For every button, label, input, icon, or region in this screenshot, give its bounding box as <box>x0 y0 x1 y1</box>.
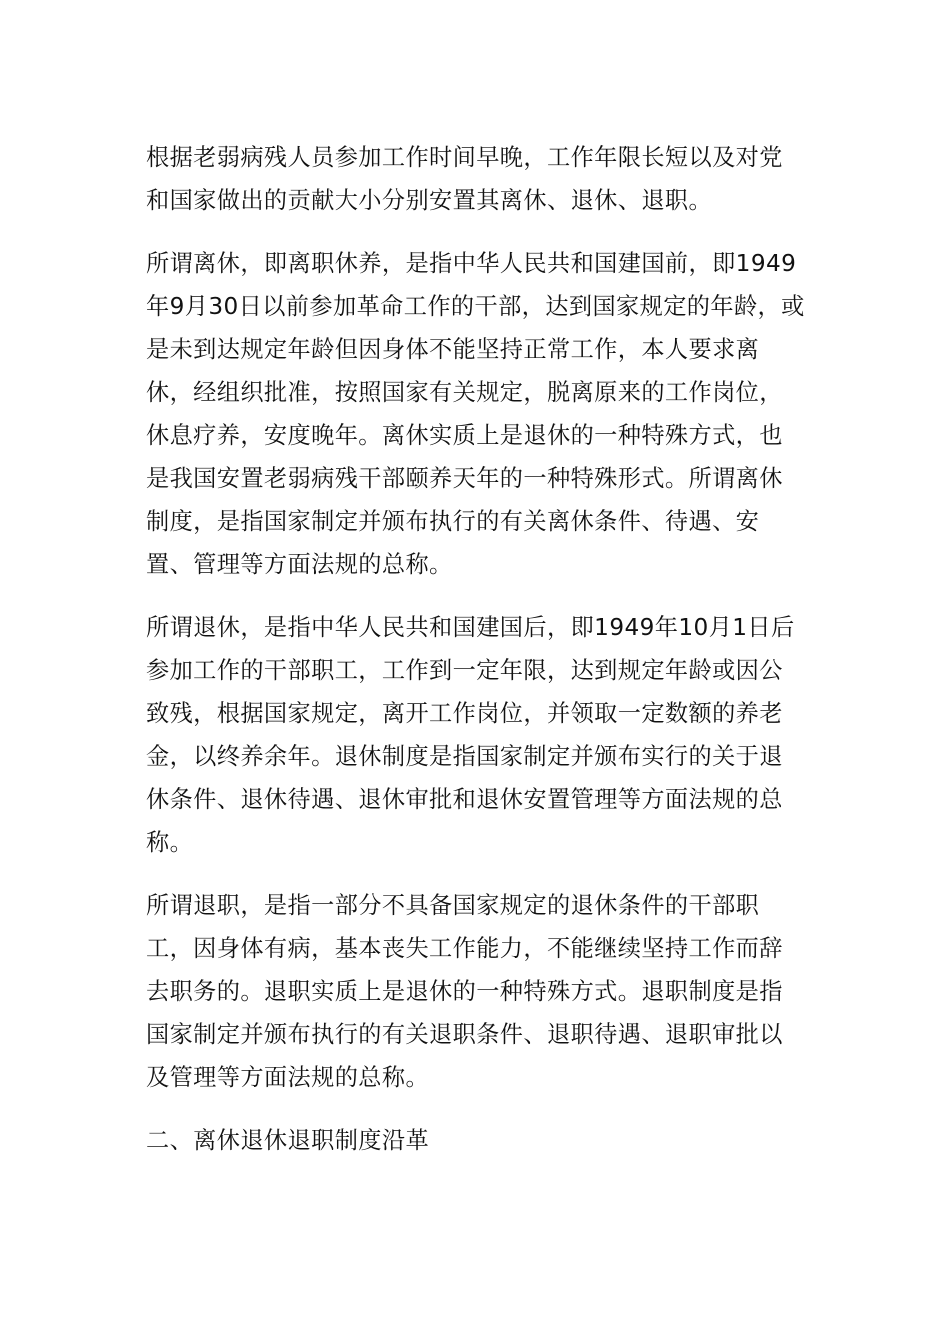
paragraph-tuixiu-definition: 所谓退休，是指中华人民共和国建国后，即1949年10月1日后参加工作的干部职工，工作到一定年限，达到规定年龄或因公致残，根据国家规定，离开工作岗位，并领取一定数额的养老金，以终养余年。退休制度是指国家制定并颁布实行的关于退休条件、退休待遇、退休审批和退休安置管理等方面法规的总称。 <box>146 614 795 856</box>
paragraph-placement-principle: 根据老弱病残人员参加工作时间早晚，工作年限长短以及对党和国家做出的贡献大小分别安置其离休、退休、退职。 <box>146 144 783 214</box>
paragraph-lixiu-definition: 所谓离休，即离职休养，是指中华人民共和国建国前，即1949年9月30日以前参加革命工作的干部，达到国家规定的年龄，或是未到达规定年龄但因身体不能坚持正常工作，本人要求离休，经组织批准，按照国家有关规定，脱离原来的工作岗位，休息疗养，安度晚年。离休实质上是退休的一种特殊方式，也是我国安置老弱病残干部颐养天年的一种特殊形式。所谓离休制度，是指国家制定并颁布执行的有关离休条件、待遇、安置、管理等方面法规的总称。 <box>146 250 805 578</box>
section-heading: 二、离休退休退职制度沿革 <box>146 1127 430 1154</box>
document-body <box>146 136 806 1162</box>
paragraph-tuizhi-definition: 所谓退职，是指一部分不具备国家规定的退休条件的干部职工，因身体有病，基本丧失工作能力，不能继续坚持工作而辞去职务的。退职实质上是退休的一种特殊方式。退职制度是指国家制定并颁布执行的有关退职条件、退职待遇、退职审批以及管理等方面法规的总称。 <box>146 892 783 1091</box>
